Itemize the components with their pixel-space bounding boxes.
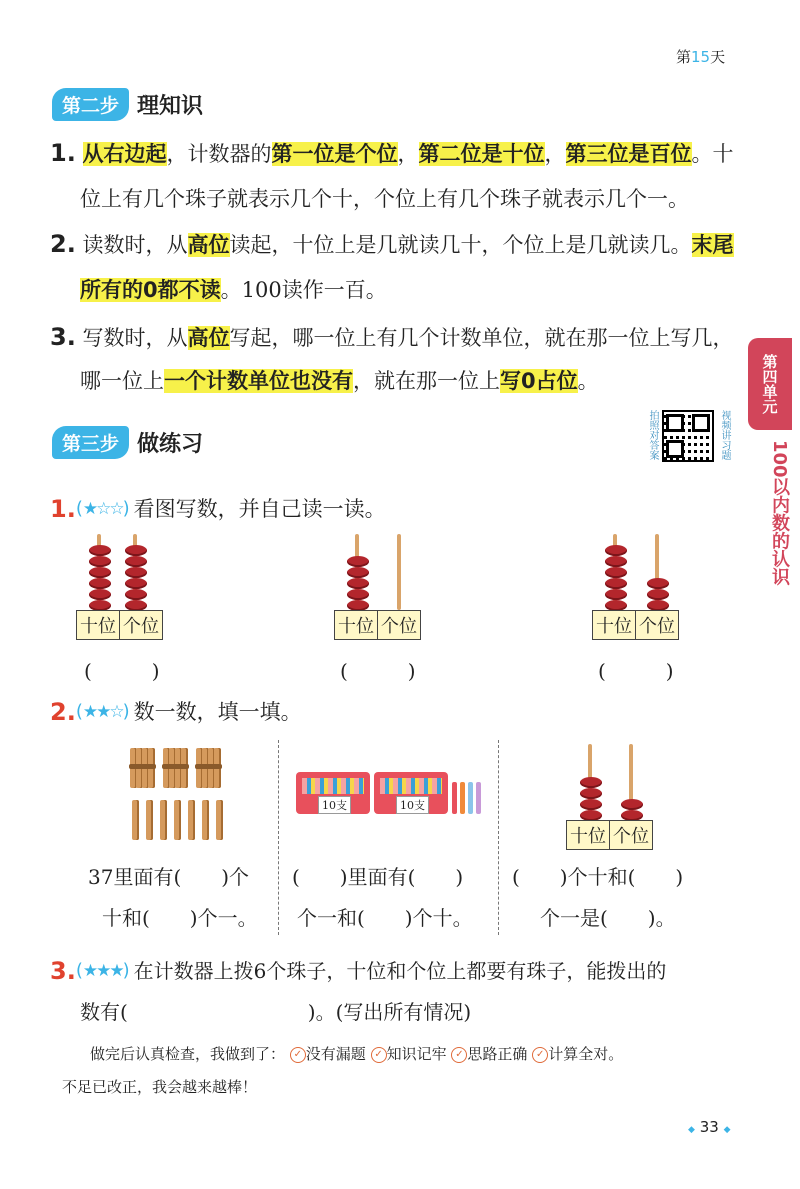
day-header: 第15天: [676, 48, 726, 66]
abacus-bead: [347, 567, 369, 578]
knowledge-item-3: 3. 写数时，从高位写起，哪一位上有几个计数单位，就在那一位上写几，: [50, 323, 734, 351]
knowledge-item-3-line2: 哪一位上一个计数单位也没有，就在那一位上写0占位。: [80, 369, 599, 393]
abacus-bead: [647, 578, 669, 589]
step2-badge: 第二步: [52, 88, 129, 121]
bundle-band: [195, 764, 222, 769]
abacus-bead: [125, 589, 147, 600]
abacus-bead: [647, 589, 669, 600]
loose-stick: [188, 800, 195, 840]
qr-code-icon[interactable]: [662, 410, 714, 462]
page-number: ◆ 33 ◆: [688, 1118, 731, 1136]
abacus-bead: [89, 567, 111, 578]
q2-col1-line1: 37里面有( )个: [88, 865, 250, 889]
abacus-2: 十位 个位: [334, 530, 424, 640]
answer-blank-2[interactable]: ( ): [340, 659, 416, 683]
abacus-bead: [580, 799, 602, 810]
check-icon[interactable]: ✓: [290, 1047, 306, 1063]
check-icon[interactable]: ✓: [532, 1047, 548, 1063]
question-3: 3. ( ★★★ ) 在计数器上拨6个珠子，十位和个位上都要有珠子，能拨出的: [50, 957, 667, 985]
bundle-band: [129, 764, 156, 769]
knowledge-item-1: 1. 从右边起，计数器的第一位是个位，第二位是十位，第三位是百位。十: [50, 139, 734, 167]
question-2: 2. ( ★★☆ ) 数一数，填一填。: [50, 698, 302, 726]
answer-blank-1[interactable]: ( ): [84, 659, 160, 683]
loose-stick: [174, 800, 181, 840]
difficulty-stars: ★★★: [82, 961, 123, 981]
q2-col1-line2: 十和( )个一。: [102, 906, 258, 930]
abacus-bead: [89, 556, 111, 567]
abacus-bead: [580, 777, 602, 788]
check-icon[interactable]: ✓: [371, 1047, 387, 1063]
self-check: 做完后认真检查，我做到了： ✓ 没有漏题 ✓ 知识记牢 ✓ 思路正确 ✓ 计算全对。: [90, 1045, 624, 1063]
loose-stick: [202, 800, 209, 840]
abacus-bead: [605, 589, 627, 600]
knowledge-item-2-line2: 所有的0都不读。100读作一百。: [80, 278, 387, 302]
abacus-bead: [605, 567, 627, 578]
bundle-band: [162, 764, 189, 769]
step3-badge: 第三步: [52, 426, 129, 459]
abacus-3: 十位 个位: [592, 530, 682, 640]
qr-block[interactable]: [644, 410, 730, 466]
abacus-bead: [605, 578, 627, 589]
box-label: 10支: [396, 796, 429, 814]
loose-stick: [160, 800, 167, 840]
abacus-bead: [89, 578, 111, 589]
abacus-bead: [89, 589, 111, 600]
abacus-bead: [89, 545, 111, 556]
q2-col2-line1: ( )里面有( ): [292, 865, 464, 889]
divider: [498, 740, 499, 935]
loose-stick: [146, 800, 153, 840]
abacus-bead: [125, 545, 147, 556]
question-1: 1. ( ★☆☆ ) 看图写数，并自己读一读。: [50, 495, 386, 523]
abacus-bead: [347, 556, 369, 567]
abacus-bead: [125, 567, 147, 578]
abacus-bead: [605, 545, 627, 556]
pencil-boxes: [296, 772, 486, 820]
step3-title: 做练习: [137, 432, 204, 457]
stick-bundles: [130, 748, 240, 844]
abacus-bead: [605, 556, 627, 567]
q2-col2-line2: 个一和( )个十。: [297, 906, 473, 930]
check-icon[interactable]: ✓: [451, 1047, 467, 1063]
divider: [278, 740, 279, 935]
step2-title: 理知识: [137, 94, 204, 119]
answer-blank-3[interactable]: ( ): [598, 659, 674, 683]
knowledge-item-1-line2: 位上有几个珠子就表示几个十，个位上有几个珠子就表示几个一。: [80, 187, 689, 211]
abacus-bead: [125, 578, 147, 589]
loose-stick: [132, 800, 139, 840]
qr-right-label: 视频讲习题: [719, 410, 730, 460]
step3-header: [52, 426, 203, 459]
unit-tab: 第四单元: [748, 338, 792, 430]
abacus-bead: [347, 578, 369, 589]
abacus-1: 十位 个位: [76, 530, 166, 640]
loose-stick: [216, 800, 223, 840]
abacus-bead: [580, 788, 602, 799]
abacus-4: 十位 个位: [566, 740, 656, 850]
q2-col3-line1: ( )个十和( ): [512, 865, 684, 889]
q2-col3-line2: 个一是( )。: [540, 906, 676, 930]
abacus-bead: [621, 799, 643, 810]
question-3-line2[interactable]: 数有( )。(写出所有情况): [80, 1000, 472, 1024]
qr-left-label: 拍照对答案: [647, 410, 658, 460]
unit-topic: 100以内数的认识: [769, 440, 790, 586]
knowledge-item-2: 2. 读数时，从高位读起，十位上是几就读几十，个位上是几就读几。末尾: [50, 230, 734, 258]
abacus-bead: [347, 589, 369, 600]
self-check-line2: 不足已改正，我会越来越棒！: [62, 1078, 258, 1096]
box-label: 10支: [318, 796, 351, 814]
difficulty-stars: ★★☆: [82, 702, 123, 722]
step2-header: [52, 88, 203, 121]
difficulty-stars: ★☆☆: [82, 499, 123, 519]
abacus-bead: [125, 556, 147, 567]
